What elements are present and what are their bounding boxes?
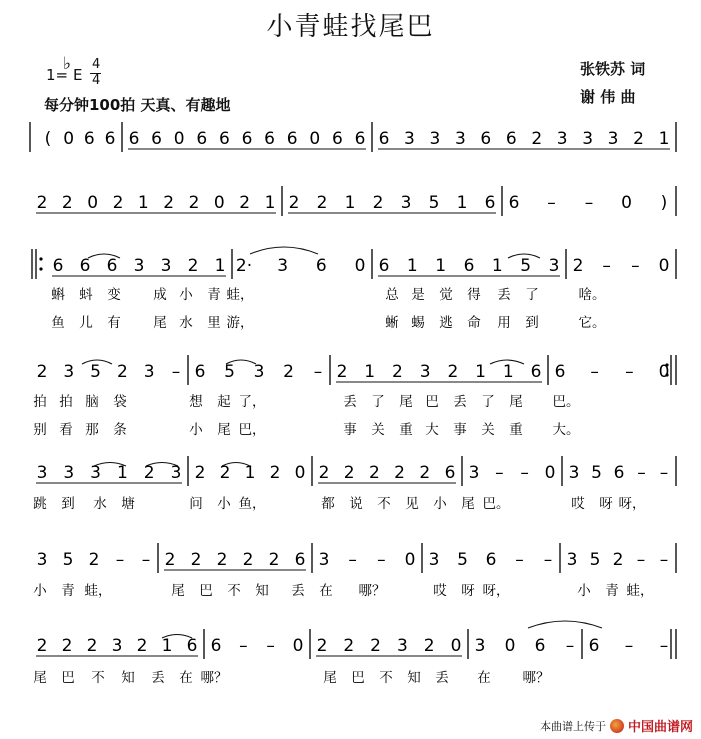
lyric-char: 巴 — [61, 670, 75, 686]
lyric-char: 蛙， — [626, 583, 654, 599]
note: 1 — [406, 256, 418, 276]
note: 3 — [548, 256, 560, 276]
lyric-char: 跳 — [33, 496, 47, 512]
note: 2 — [368, 463, 380, 483]
lyric-char: 尾 — [399, 394, 413, 410]
lyric-char: 成 — [153, 287, 167, 303]
lyric-char: 小 — [217, 496, 231, 512]
note: 1 — [264, 193, 276, 213]
lyric-char: 变 — [107, 287, 121, 303]
note: 6 — [505, 129, 517, 149]
note: 6 — [264, 129, 276, 149]
note: 3 — [474, 636, 486, 656]
lyric-char: 到 — [61, 496, 75, 512]
note: 6 — [613, 463, 625, 483]
lyric-char: 丢 — [151, 670, 165, 686]
note: 1 — [658, 129, 670, 149]
note: 6 — [444, 463, 456, 483]
lyric-char: 丢 — [497, 287, 511, 303]
lyric-char: 哎 — [571, 496, 585, 512]
note: 6 — [588, 636, 600, 656]
lyric-char: 丢 — [343, 394, 357, 410]
note: 2 — [269, 463, 281, 483]
lyric-char: 不 — [379, 670, 393, 686]
dash-note: – — [495, 463, 504, 483]
key-name: E — [73, 66, 83, 84]
note: 6 — [241, 129, 253, 149]
dash-note: – — [377, 550, 386, 570]
lyric-char: 尾 — [153, 315, 167, 331]
lyric-char: 问 — [189, 496, 203, 512]
note: 3 — [63, 463, 75, 483]
note: 5 — [90, 362, 102, 382]
note: 3 — [419, 362, 431, 382]
note: 2 — [612, 550, 624, 570]
note: 0 — [621, 193, 632, 213]
lyric-char: 不 — [91, 670, 105, 686]
dash-note: – — [590, 362, 599, 382]
note: 1 — [244, 463, 256, 483]
note: 2 — [136, 636, 148, 656]
note: 3 — [277, 256, 289, 276]
note: 3 — [429, 129, 441, 149]
dash-note: – — [659, 550, 669, 570]
note: 6 — [534, 636, 546, 656]
dash-note: – — [115, 550, 125, 570]
note: 2 — [268, 550, 280, 570]
lyric-char: 得 — [467, 287, 481, 303]
note: 1 — [137, 193, 149, 213]
note: 3 — [133, 256, 145, 276]
note: 6 — [186, 636, 198, 656]
bracket: ) — [660, 193, 668, 213]
footer-prefix: 本曲谱上传于 — [539, 719, 606, 733]
lyric-char: 看 — [59, 422, 73, 438]
dash-note: – — [584, 193, 594, 213]
note: 3 — [468, 463, 480, 483]
lyricist-credit: 张铁苏 词 — [580, 60, 646, 78]
lyric-char: 拍 — [59, 394, 73, 410]
bracket: ( — [44, 129, 52, 149]
lyric-char: 逃 — [439, 315, 453, 331]
note: 6 — [354, 129, 366, 149]
lyric-char: 哪？ — [200, 670, 228, 686]
note: 3 — [400, 193, 412, 213]
lyric-char: 袋 — [113, 394, 127, 410]
lyric-char: 重 — [399, 422, 413, 438]
lyric-char: 尾 — [171, 583, 185, 599]
note: 6 — [331, 129, 343, 149]
note: 3 — [566, 550, 578, 570]
site-logo-icon — [610, 719, 624, 733]
note: 6 — [484, 193, 496, 213]
lyric-char: 事 — [343, 422, 357, 438]
note: 3 — [582, 129, 594, 149]
lyric-char: 命 — [467, 315, 481, 331]
note: 3 — [607, 129, 619, 149]
lyric-char: 巴 — [425, 394, 439, 410]
note: 2 — [216, 550, 228, 570]
note: 3 — [454, 129, 466, 149]
note: 6 — [52, 256, 64, 276]
lyric-char: 是 — [411, 287, 425, 303]
note: 2 — [288, 193, 300, 213]
note: 3 — [428, 550, 440, 570]
lyric-char: 尾 — [509, 394, 523, 410]
note: 2 — [194, 463, 206, 483]
note: 3 — [253, 362, 265, 382]
note: 2 — [531, 129, 543, 149]
dash-note: – — [313, 362, 323, 382]
note: 5 — [520, 256, 532, 276]
note: 2 — [143, 463, 155, 483]
note: 5 — [224, 362, 235, 382]
lyric-char: 呀 — [599, 496, 613, 512]
note: 6 — [128, 129, 140, 149]
note: 2 — [242, 550, 254, 570]
lyric-char: 塘 — [121, 496, 135, 512]
note: 2 — [316, 636, 328, 656]
note: 2 — [394, 463, 406, 483]
note: 2 — [343, 636, 355, 656]
lyric-char: 哎 — [433, 583, 447, 599]
note: 0 — [354, 256, 366, 276]
note: 0 — [309, 129, 321, 149]
note: 6 — [104, 129, 116, 149]
note: 5 — [589, 550, 601, 570]
note: 3 — [36, 463, 48, 483]
lyric-char: 尾 — [461, 496, 475, 512]
lyric-char: 游， — [226, 315, 254, 331]
note: 1 — [475, 362, 486, 382]
note: 0 — [173, 129, 185, 149]
lyric-char: 重 — [509, 422, 523, 438]
note: 3 — [143, 362, 155, 382]
note: 5 — [428, 193, 440, 213]
note: 2 — [419, 463, 431, 483]
lyric-char: 关 — [371, 422, 385, 438]
lyric-char: 水 — [179, 315, 193, 331]
note: 6 — [286, 129, 298, 149]
lyric-char: 巴 — [199, 583, 213, 599]
lyric-char: 了， — [238, 394, 266, 410]
note: 0 — [658, 362, 670, 382]
note: 2 — [372, 193, 384, 213]
note: 0 — [658, 256, 670, 276]
note: 6 — [378, 129, 390, 149]
note: 2 — [572, 256, 584, 276]
note: 0 — [213, 193, 225, 213]
lyric-char: 大。 — [552, 422, 580, 438]
footer-credit — [540, 716, 693, 735]
note: 2 — [239, 193, 251, 213]
lyric-char: 儿 — [79, 315, 93, 331]
dash-note: – — [602, 256, 611, 276]
note: 6 — [83, 129, 95, 149]
note: 1 — [435, 256, 447, 276]
lyric-char: 尾 — [33, 670, 47, 686]
note: 6 — [218, 129, 230, 149]
lyric-char: 在 — [319, 583, 333, 599]
note: 6 — [378, 256, 390, 276]
lyric-char: 在 — [179, 670, 193, 686]
lyric-char: 蚪 — [79, 287, 93, 303]
dash-note: – — [515, 550, 524, 570]
note: 5 — [457, 550, 468, 570]
lyric-char: 蜴 — [411, 315, 425, 331]
dash-note: – — [171, 362, 181, 382]
note: 2 — [423, 636, 435, 656]
lyric-char: 蛙， — [84, 583, 112, 599]
note: 2 — [163, 193, 175, 213]
lyric-char: 脑 — [85, 394, 99, 410]
lyric-char: 知 — [255, 583, 269, 599]
note: 0 — [544, 463, 556, 483]
note: 3 — [556, 129, 568, 149]
note: 2 — [36, 193, 48, 213]
lyric-char: 青 — [61, 583, 75, 599]
note: 6 — [554, 362, 566, 382]
note: 5 — [591, 463, 602, 483]
note: 6 — [194, 362, 206, 382]
note: 2 — [36, 362, 48, 382]
lyric-char: 事 — [453, 422, 467, 438]
tempo-marking: 每分钟100拍 天真、有趣地 — [44, 96, 231, 114]
lyric-char: 蛙， — [226, 287, 254, 303]
dash-note: – — [631, 256, 640, 276]
note: 2 — [343, 463, 355, 483]
lyric-char: 青 — [605, 583, 619, 599]
note: 6 — [106, 256, 118, 276]
lyric-char: 关 — [481, 422, 495, 438]
note: 6 — [210, 636, 222, 656]
dash-note: – — [141, 550, 151, 570]
lyric-char: 有 — [107, 315, 121, 331]
note: 6 — [196, 129, 208, 149]
note: 2 — [61, 193, 73, 213]
note: 2 — [88, 550, 100, 570]
note: 6 — [79, 256, 91, 276]
flat-sign: ♭ — [63, 54, 72, 74]
lyric-char: 拍 — [33, 394, 47, 410]
slur — [250, 247, 318, 254]
lyric-char: 尾 — [217, 422, 231, 438]
note: 2 — [116, 362, 128, 382]
note: 5 — [62, 550, 74, 570]
note: 2 — [219, 463, 231, 483]
dash-note: – — [659, 636, 669, 656]
lyric-char: 哪？ — [358, 583, 386, 599]
note: 3 — [568, 463, 580, 483]
note: 0 — [450, 636, 462, 656]
note: 6 — [294, 550, 306, 570]
lyric-char: 哪？ — [522, 670, 550, 686]
lyric-char: 说 — [349, 496, 363, 512]
note: 3 — [160, 256, 172, 276]
repeat-dot — [39, 257, 42, 260]
note: 3 — [111, 636, 123, 656]
lyric-char: 了 — [481, 394, 495, 410]
note: 0 — [87, 193, 99, 213]
lyric-char: 丢 — [453, 394, 467, 410]
lyric-char: 那 — [85, 422, 99, 438]
dash-note: – — [520, 463, 529, 483]
note: 1 — [214, 256, 226, 276]
note: 3 — [36, 550, 48, 570]
lyric-char: 鱼， — [238, 496, 266, 512]
note: 2 — [318, 463, 330, 483]
lyric-char: 小 — [179, 287, 193, 303]
lyric-char: 巴。 — [552, 394, 580, 410]
note: 2 — [316, 193, 328, 213]
lyric-char: 知 — [121, 670, 135, 686]
lyric-char: 巴， — [238, 422, 266, 438]
note: 2 — [188, 193, 200, 213]
note: 1 — [344, 193, 356, 213]
lyric-char: 条 — [113, 422, 127, 438]
note: 6 — [151, 129, 163, 149]
dash-note: – — [659, 463, 669, 483]
note: 2 — [447, 362, 459, 382]
composer-credit: 谢 伟 曲 — [580, 88, 636, 106]
note: 6 — [508, 193, 520, 213]
dash-note: – — [636, 550, 646, 570]
note: 0 — [292, 636, 304, 656]
dash-note: – — [625, 362, 634, 382]
repeat-dot — [39, 267, 42, 270]
note: 2 — [61, 636, 73, 656]
note: 6 — [480, 129, 492, 149]
note: 2 — [283, 362, 294, 382]
note: 6 — [530, 362, 542, 382]
lyric-char: 小 — [189, 422, 203, 438]
lyric-char: 都 — [321, 496, 335, 512]
note: 2 — [336, 362, 348, 382]
dash-note: – — [348, 550, 357, 570]
key-prefix: 1= — [46, 66, 69, 84]
lyric-char: 青 — [207, 287, 221, 303]
lyric-char: 鱼 — [51, 315, 65, 331]
note: 1 — [161, 636, 173, 656]
time-denominator: 4 — [92, 73, 101, 88]
lyric-char: 大 — [425, 422, 439, 438]
note: 2 — [187, 256, 199, 276]
lyric-char: 不 — [227, 583, 241, 599]
lyric-char: 见 — [405, 496, 419, 512]
note: 0 — [404, 550, 416, 570]
lyric-char: 丢 — [435, 670, 449, 686]
note: 2 — [86, 636, 98, 656]
lyric-char: 知 — [407, 670, 421, 686]
site-name: 中国曲谱网 — [627, 720, 693, 735]
slur — [528, 621, 602, 628]
lyric-char: 巴。 — [482, 496, 510, 512]
lyric-char: 了 — [371, 394, 385, 410]
note: 2 — [370, 636, 382, 656]
song-title: 小青蛙找尾巴 — [266, 12, 435, 42]
lyric-char: 起 — [217, 394, 231, 410]
lyric-char: 到 — [525, 315, 539, 331]
lyric-char: 用 — [497, 315, 511, 331]
note: 1 — [456, 193, 468, 213]
note: 6 — [485, 550, 497, 570]
dash-note: – — [547, 193, 556, 213]
note: 2 — [190, 550, 202, 570]
note: 2· — [235, 256, 253, 276]
note: 2 — [36, 636, 48, 656]
lyric-char: 总 — [385, 287, 399, 303]
note: 3 — [63, 362, 75, 382]
lyric-char: 不 — [377, 496, 391, 512]
note: 3 — [90, 463, 102, 483]
lyric-char: 啥。 — [578, 287, 606, 303]
note: 2 — [112, 193, 124, 213]
lyric-char: 呀 — [461, 583, 475, 599]
note: 3 — [404, 129, 415, 149]
note: 1 — [502, 362, 514, 382]
lyric-char: 觉 — [439, 287, 453, 303]
lyric-char: 在 — [477, 670, 491, 686]
dash-note: – — [624, 636, 634, 656]
note: 0 — [63, 129, 75, 149]
lyric-char: 别 — [33, 422, 47, 438]
note: 2 — [164, 550, 176, 570]
lyric-char: 了 — [525, 287, 539, 303]
lyric-char: 小 — [33, 583, 47, 599]
lyric-char: 呀， — [618, 496, 646, 512]
dash-note: – — [565, 636, 575, 656]
lyric-char: 尾 — [323, 670, 337, 686]
time-numerator: 4 — [92, 57, 101, 72]
note: 0 — [504, 636, 516, 656]
note: 0 — [294, 463, 306, 483]
lyric-char: 蝌 — [51, 287, 65, 303]
dash-note: – — [637, 463, 646, 483]
lyric-char: 巴 — [351, 670, 365, 686]
note: 2 — [633, 129, 644, 149]
lyric-char: 水 — [93, 496, 107, 512]
note: 3 — [396, 636, 408, 656]
note: 6 — [463, 256, 475, 276]
dash-note: – — [266, 636, 275, 656]
lyric-char: 里 — [207, 315, 221, 331]
lyric-char: 蜥 — [385, 315, 399, 331]
note: 6 — [315, 256, 327, 276]
note: 2 — [392, 362, 403, 382]
note: 1 — [364, 362, 376, 382]
note: 1 — [491, 256, 503, 276]
lyric-char: 小 — [433, 496, 447, 512]
lyric-char: 呀， — [482, 583, 510, 599]
note: 3 — [170, 463, 182, 483]
lyric-char: 想 — [189, 394, 203, 410]
lyric-char: 它。 — [578, 315, 606, 331]
note: 3 — [318, 550, 330, 570]
dash-note: – — [239, 636, 248, 656]
note: 1 — [116, 463, 128, 483]
lyric-char: 丢 — [291, 583, 305, 599]
dash-note: – — [543, 550, 553, 570]
lyric-char: 小 — [577, 583, 591, 599]
